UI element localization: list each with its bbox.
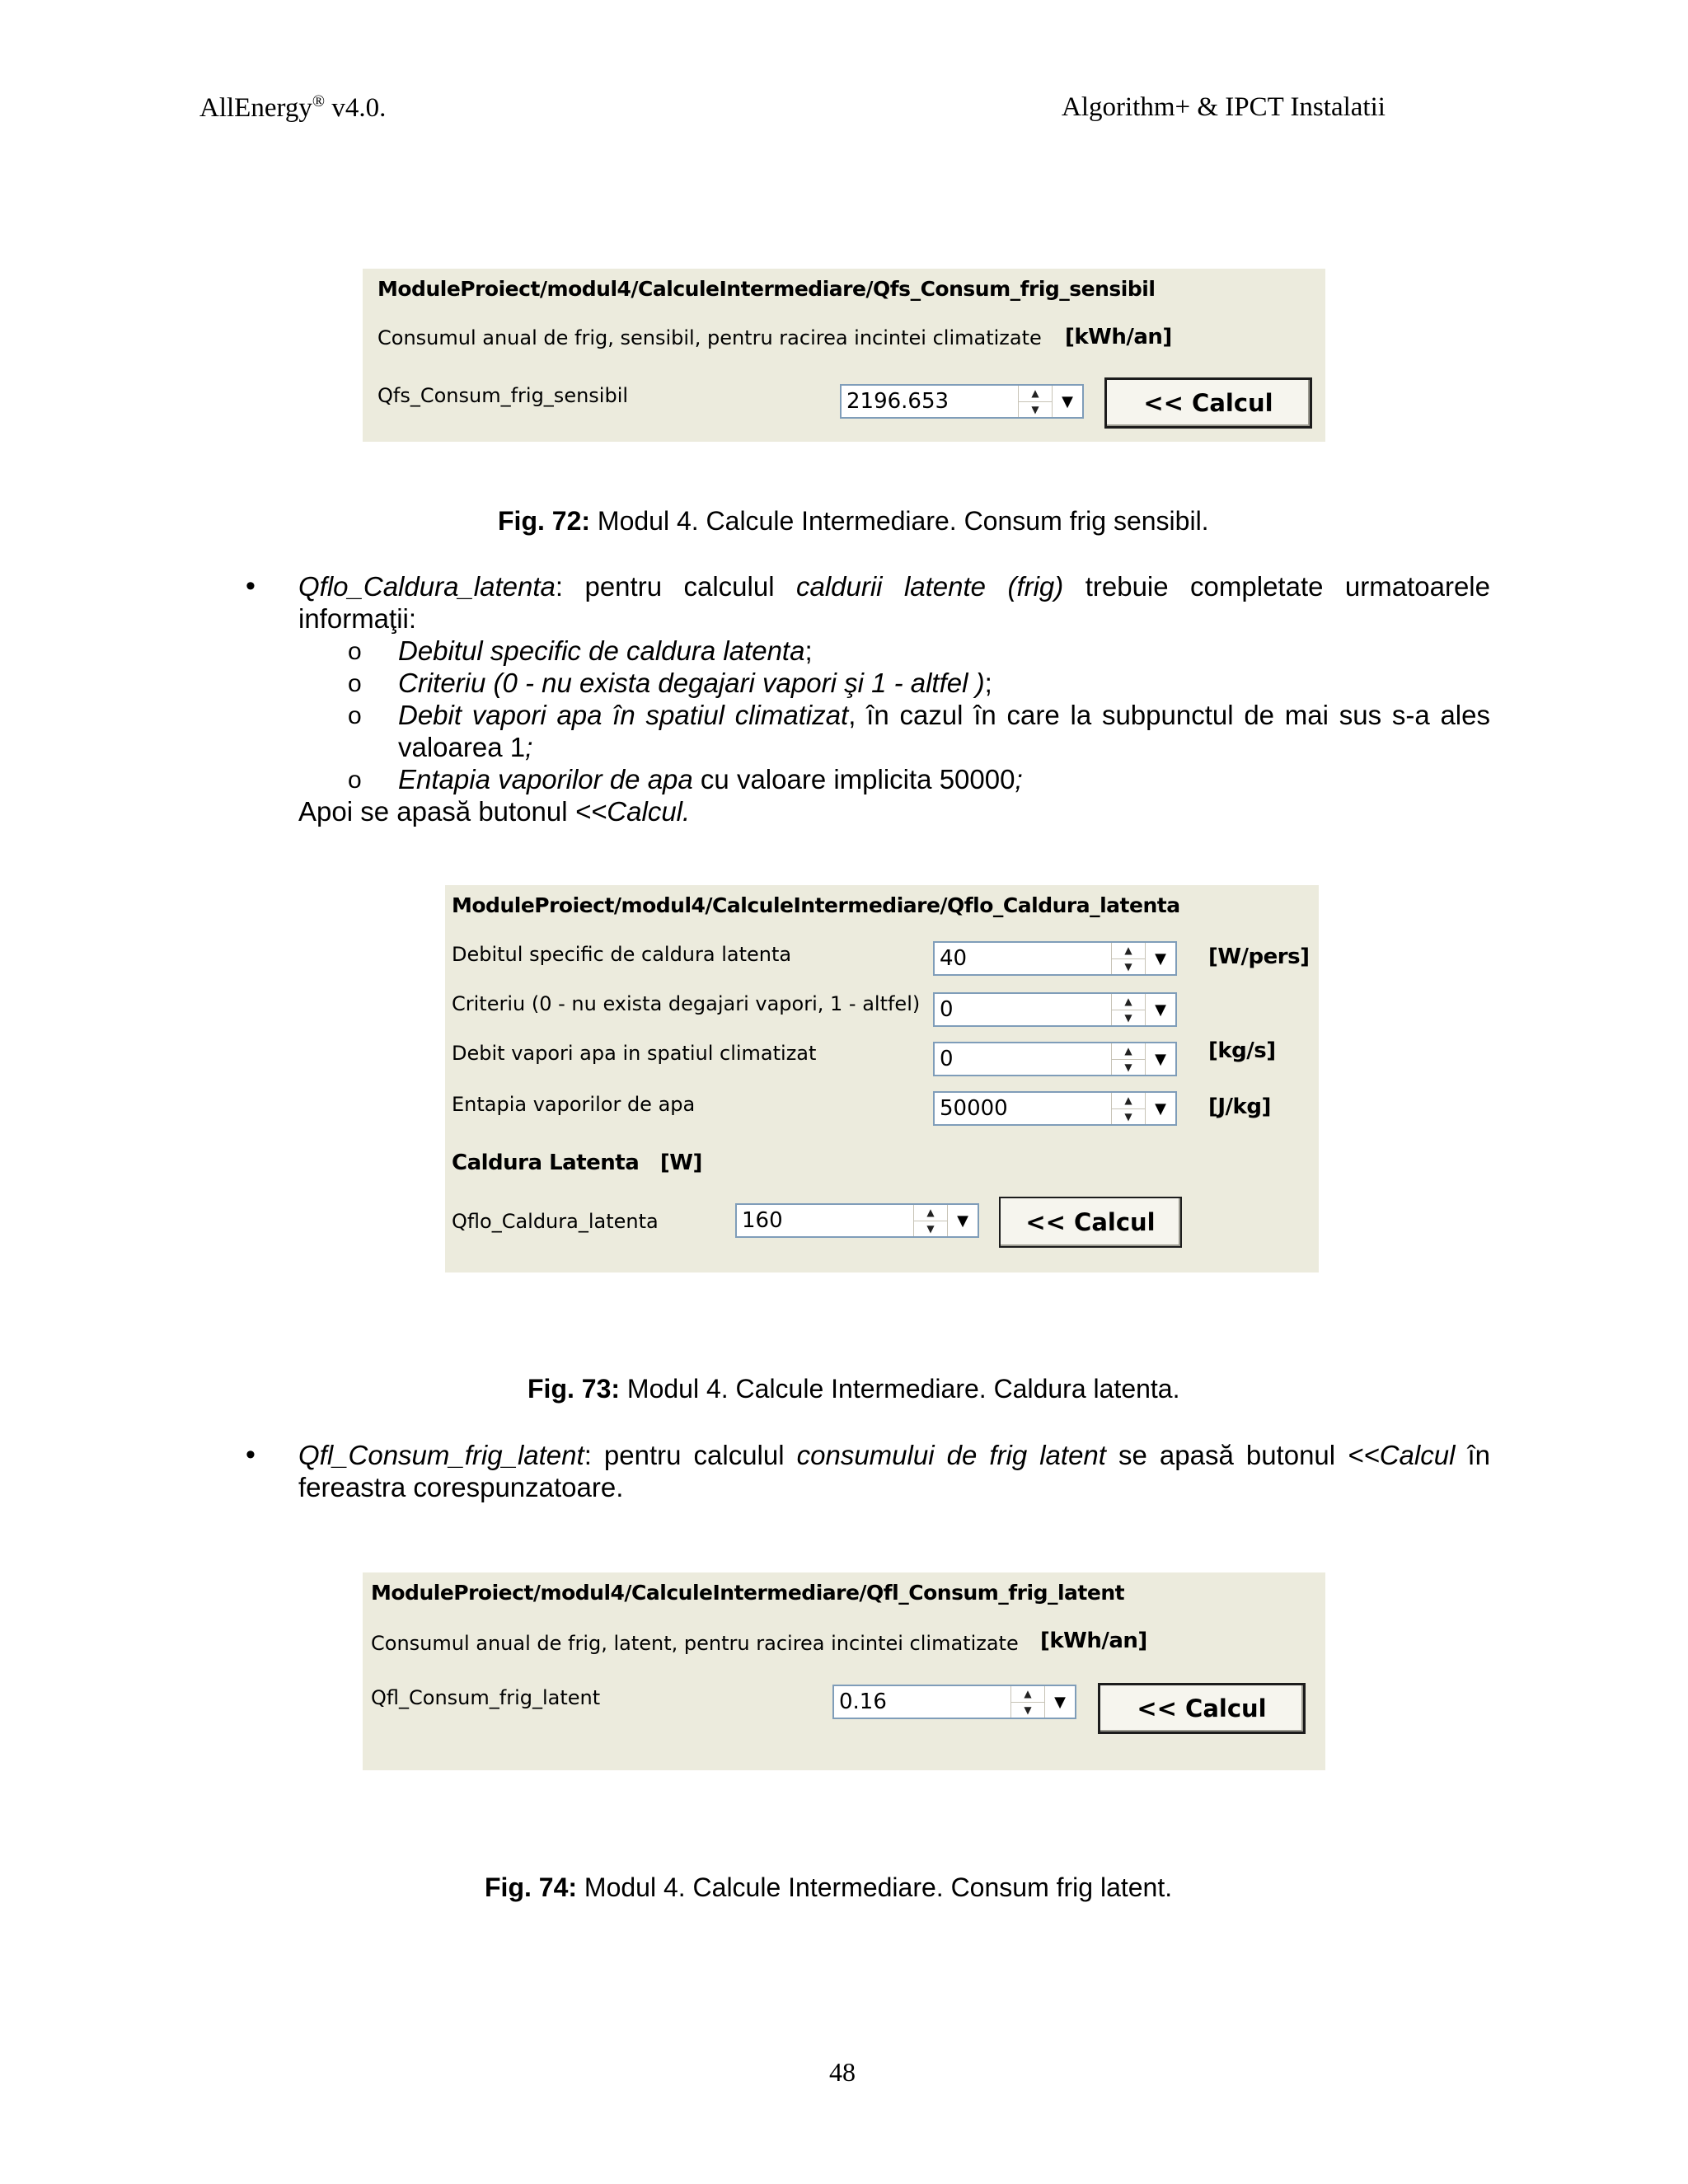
row-label: Criteriu (0 - nu exista degajari vapori, 1 - altfel) <box>452 992 921 1015</box>
header-product: AllEnergy® v4.0. <box>199 92 387 123</box>
spin-up-icon[interactable]: ▲ <box>1024 1688 1032 1700</box>
dropdown-arrow-icon[interactable]: ▼ <box>1044 1686 1075 1718</box>
debit-vapori-spinner[interactable] <box>933 1042 1177 1076</box>
page-number: 48 <box>829 2057 856 2087</box>
spin-up-icon[interactable]: ▲ <box>1124 944 1132 957</box>
figure-caption: Fig. 72: Modul 4. Calcule Intermediare. Consum frig sensibil. <box>498 506 1209 536</box>
spin-up-icon[interactable]: ▲ <box>1124 1045 1132 1057</box>
panel-consum-frig-latent <box>363 1572 1325 1770</box>
dropdown-arrow-icon[interactable]: ▼ <box>1145 1043 1175 1075</box>
paragraph-line: informaţii: <box>298 603 417 634</box>
dropdown-arrow-icon[interactable]: ▼ <box>1145 1093 1175 1124</box>
spinner-value[interactable]: 0 <box>940 997 954 1022</box>
panel-caldura-latenta <box>445 885 1319 1272</box>
spin-up-icon[interactable]: ▲ <box>1031 387 1039 400</box>
entapia-spinner[interactable] <box>933 1091 1177 1126</box>
list-item: Debitul specific de caldura latenta; <box>398 635 813 666</box>
qflo-value-spinner[interactable] <box>735 1203 979 1238</box>
section-title: Caldura Latenta [W] <box>452 1151 702 1175</box>
dropdown-arrow-icon[interactable]: ▼ <box>1145 943 1175 974</box>
spinner-value[interactable]: 2196.653 <box>846 389 950 414</box>
spin-down-icon[interactable]: ▼ <box>1112 958 1145 975</box>
spinner-value[interactable]: 0.16 <box>839 1690 887 1714</box>
panel-consum-frig-sensibil <box>363 269 1325 442</box>
panel-description: Consumul anual de frig, latent, pentru racirea incintei climatizate <box>371 1632 1019 1655</box>
list-item: Debit vapori apa în spatiul climatizat, în cazul în care la subpunctul de mai sus s-a ales <box>398 700 1490 730</box>
calcul-button[interactable]: << Calcul <box>999 1197 1182 1248</box>
dropdown-arrow-icon[interactable]: ▼ <box>947 1205 978 1236</box>
debit-specific-spinner[interactable] <box>933 941 1177 976</box>
bullet-icon: • <box>246 1439 256 1470</box>
panel-title: ModuleProiect/modul4/CalculeIntermediare/Qfl_Consum_frig_latent <box>371 1581 1125 1605</box>
spin-down-icon[interactable]: ▼ <box>1011 1702 1044 1718</box>
paragraph-line: Apoi se apasă butonul <<Calcul. <box>298 796 691 827</box>
spinner-value[interactable]: 0 <box>940 1047 954 1071</box>
field-label: Qflo_Caldura_latenta <box>452 1210 659 1233</box>
spin-down-icon[interactable]: ▼ <box>1019 401 1052 418</box>
sub-bullet-icon: o <box>348 702 362 729</box>
field-label: Qfs_Consum_frig_sensibil <box>377 384 629 407</box>
calcul-button[interactable]: << Calcul <box>1104 377 1312 429</box>
spin-up-icon[interactable]: ▲ <box>1124 1094 1132 1107</box>
row-label: Debit vapori apa in spatiul climatizat <box>452 1042 817 1065</box>
paragraph-line: Qfl_Consum_frig_latent: pentru calculul consumului de frig latent se apasă butonul <<Calcul în <box>298 1440 1490 1470</box>
sub-bullet-icon: o <box>348 638 362 665</box>
paragraph-line: fereastra corespunzatoare. <box>298 1472 624 1502</box>
list-item: Entapia vaporilor de apa cu valoare implicita 50000; <box>398 764 1023 794</box>
spinner-value[interactable]: 160 <box>742 1208 783 1233</box>
unit-label: [kWh/an] <box>1065 325 1172 349</box>
bullet-icon: • <box>246 570 256 602</box>
panel-description: Consumul anual de frig, sensibil, pentru racirea incintei climatizate <box>377 326 1042 349</box>
unit-label: [kWh/an] <box>1040 1629 1147 1653</box>
criteriu-spinner[interactable] <box>933 992 1177 1027</box>
list-item-continuation: valoarea 1; <box>398 732 533 762</box>
spinner-value[interactable]: 40 <box>940 946 968 971</box>
unit-label: [kg/s] <box>1208 1038 1276 1063</box>
spin-up-icon[interactable]: ▲ <box>1124 996 1132 1008</box>
header-company: Algorithm+ & IPCT Instalatii <box>1062 92 1386 122</box>
paragraph-line: Qflo_Caldura_latenta: pentru calculul caldurii latente (frig) trebuie completate urmatoarele <box>298 571 1490 602</box>
list-item: Criteriu (0 - nu exista degajari vapori şi 1 - altfel ); <box>398 668 992 698</box>
field-label: Qfl_Consum_frig_latent <box>371 1686 601 1709</box>
figure-caption: Fig. 74: Modul 4. Calcule Intermediare. Consum frig latent. <box>485 1872 1173 1902</box>
figure-caption: Fig. 73: Modul 4. Calcule Intermediare. Caldura latenta. <box>528 1374 1180 1404</box>
unit-label: [W/pers] <box>1208 944 1310 969</box>
sub-bullet-icon: o <box>348 766 362 794</box>
spin-down-icon[interactable]: ▼ <box>1112 1010 1145 1026</box>
spin-down-icon[interactable]: ▼ <box>1112 1108 1145 1125</box>
unit-label: [J/kg] <box>1208 1094 1271 1119</box>
qfl-value-spinner[interactable] <box>832 1685 1076 1719</box>
spinner-value[interactable]: 50000 <box>940 1096 1008 1121</box>
panel-title: ModuleProiect/modul4/CalculeIntermediare/Qfs_Consum_frig_sensibil <box>377 277 1156 301</box>
qfs-value-spinner[interactable] <box>840 384 1084 419</box>
dropdown-arrow-icon[interactable]: ▼ <box>1145 994 1175 1025</box>
calcul-button[interactable]: << Calcul <box>1098 1683 1306 1734</box>
spin-down-icon[interactable]: ▼ <box>914 1221 947 1237</box>
panel-title: ModuleProiect/modul4/CalculeIntermediare/Qflo_Caldura_latenta <box>452 893 1180 917</box>
dropdown-arrow-icon[interactable]: ▼ <box>1052 386 1082 417</box>
row-label: Entapia vaporilor de apa <box>452 1093 696 1116</box>
spin-up-icon[interactable]: ▲ <box>926 1207 935 1219</box>
spin-down-icon[interactable]: ▼ <box>1112 1059 1145 1076</box>
row-label: Debitul specific de caldura latenta <box>452 943 792 966</box>
sub-bullet-icon: o <box>348 670 362 697</box>
